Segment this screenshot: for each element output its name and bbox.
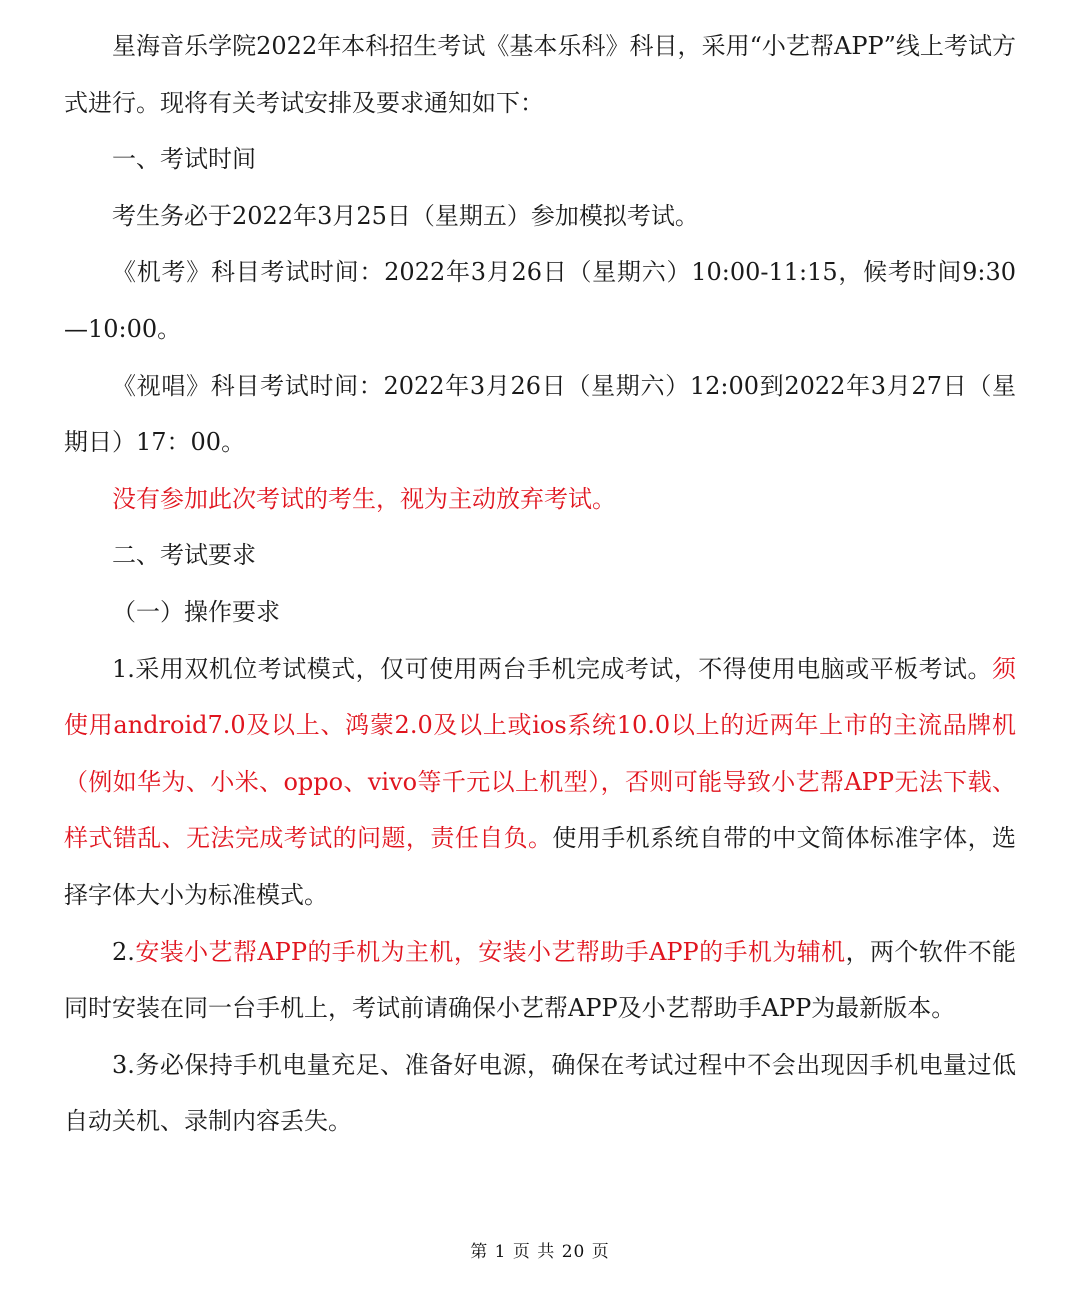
computer-exam-time-paragraph: [64, 244, 1016, 357]
sight-singing-time-text: 《视唱》科目考试时间：2022年3月26日（星期六）12:00到2022年3月27日（星期日）17：00。: [64, 371, 1016, 457]
sight-singing-time-paragraph: [64, 358, 1016, 471]
requirement-2-paragraph: [64, 924, 1016, 1037]
requirement-2-number: 2.: [112, 937, 135, 966]
heading-text: 一、考试时间: [112, 145, 256, 174]
heading-text: 二、考试要求: [112, 541, 256, 570]
intro-paragraph: [64, 18, 1016, 131]
requirement-3-paragraph: [64, 1037, 1016, 1150]
mock-exam-text: 考生务必于2022年3月25日（星期五）参加模拟考试。: [112, 201, 699, 230]
section-heading-exam-time: [64, 131, 1016, 188]
intro-text: 星海音乐学院2022年本科招生考试《基本乐科》科目，采用“小艺帮APP”线上考试方式进行。现将有关考试安排及要求通知如下：: [64, 32, 1016, 117]
subsection-heading-operation: [64, 584, 1016, 641]
requirement-1-highlight: 须使用android7.0及以上、鸿蒙2.0及以上或ios系统10.0以上的近两年上市的主流品牌机（例如华为、小米、oppo、vivo等千元以上机型），否则可能导致小艺帮APP无法下载、样式错乱、无法完成考试的问题，责任自负。: [64, 654, 1016, 853]
requirement-1-font-note: 使用手机系统自带的中文简体标准字体，选择字体大小为标准模式。: [64, 824, 1016, 909]
page-indicator: 第 1 页 共 20 页: [470, 1242, 610, 1262]
heading-text: （一）操作要求: [112, 597, 280, 626]
requirement-1-text: 1.采用双机位考试模式，仅可使用两台手机完成考试，不得使用电脑或平板考试。: [112, 654, 992, 683]
requirement-3-text: 3.务必保持手机电量充足、准备好电源，确保在考试过程中不会出现因手机电量过低自动关机、录制内容丢失。: [64, 1050, 1016, 1136]
requirement-2-highlight: 安装小艺帮APP的手机为主机，安装小艺帮助手APP的手机为辅机: [134, 937, 846, 966]
section-heading-exam-requirements: [64, 527, 1016, 584]
computer-exam-time-text: 《机考》科目考试时间：2022年3月26日（星期六）10:00-11:15，候考时间9:30—10:00。: [64, 258, 1016, 343]
requirement-1-paragraph: [64, 641, 1016, 924]
document-page: [64, 18, 1016, 1150]
absence-warning-paragraph: [64, 471, 1016, 528]
requirement-2-text: ，两个软件不能同时安装在同一台手机上，考试前请确保小艺帮APP及小艺帮助手APP为最新版本。: [64, 937, 1017, 1023]
mock-exam-paragraph: [64, 188, 1016, 245]
absence-warning-text: 没有参加此次考试的考生，视为主动放弃考试。: [112, 484, 616, 513]
